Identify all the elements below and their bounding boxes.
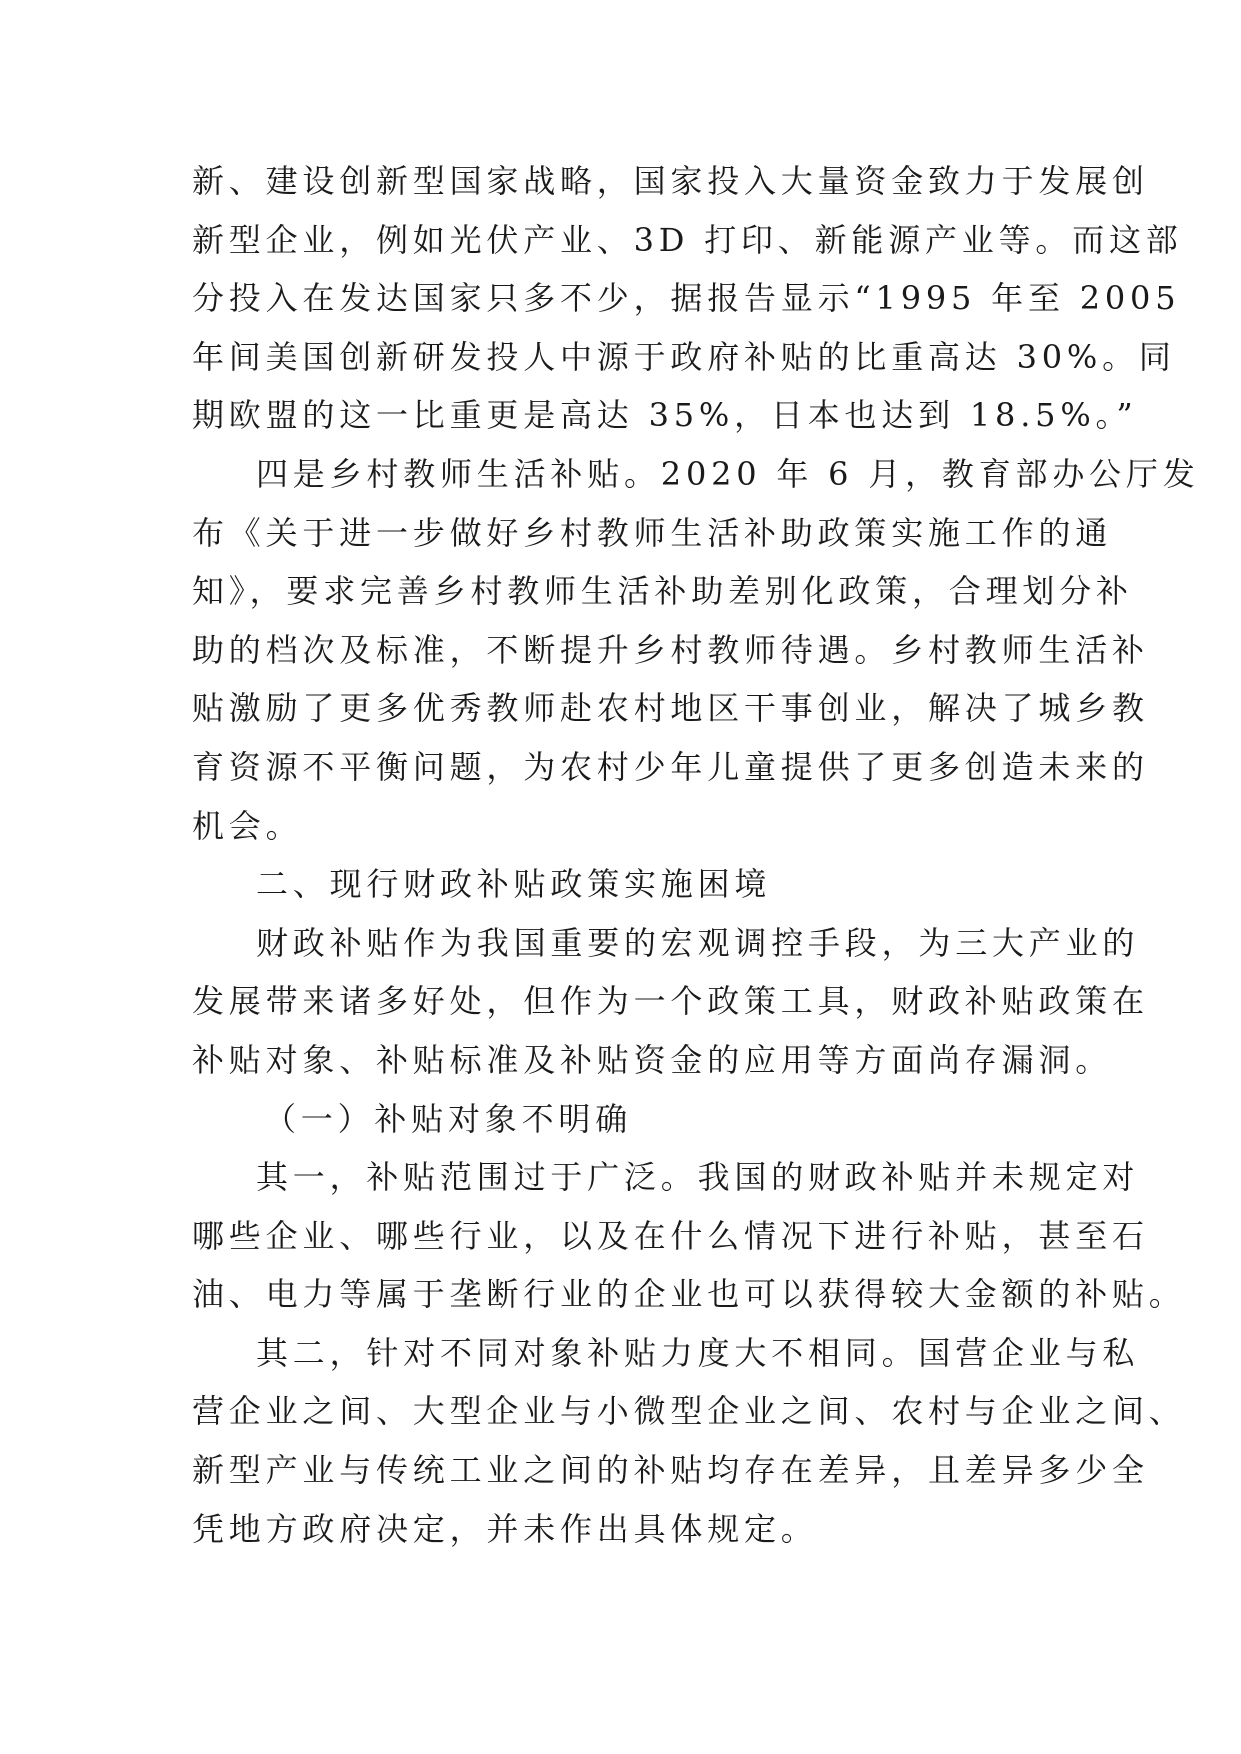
paragraph-line: 布《关于进一步做好乡村教师生活补助政策实施工作的通 xyxy=(192,513,1113,552)
paragraph-line: 哪些企业、哪些行业，以及在什么情况下进行补贴，甚至石 xyxy=(192,1216,1149,1255)
paragraph-line: 其一，补贴范围过于广泛。我国的财政补贴并未规定对 xyxy=(256,1158,1140,1197)
paragraph-line: 四是乡村教师生活补贴。2020 年 6 月，教育部办公厅发 xyxy=(256,454,1200,493)
paragraph-line: 期欧盟的这一比重更是高达 35%，日本也达到 18.5%。” xyxy=(192,396,1138,435)
paragraph-line: 知》，要求完善乡村教师生活补助差别化政策，合理划分补 xyxy=(192,572,1133,611)
paragraph-line: 补贴对象、补贴标准及补贴资金的应用等方面尚存漏洞。 xyxy=(192,1040,1113,1079)
paragraph-line: 贴激励了更多优秀教师赴农村地区干事创业，解决了城乡教 xyxy=(192,689,1149,728)
paragraph-line: 其二，针对不同对象补贴力度大不相同。国营企业与私 xyxy=(256,1333,1140,1372)
subsection-heading: （一）补贴对象不明确 xyxy=(264,1099,633,1138)
paragraph-line: 育资源不平衡问题，为农村少年儿童提供了更多创造未来的 xyxy=(192,747,1149,786)
paragraph-line: 助的档次及标准，不断提升乡村教师待遇。乡村教师生活补 xyxy=(192,630,1149,669)
paragraph-line: 分投入在发达国家只多不少，据报告显示“1995 年至 2005 xyxy=(192,279,1181,318)
document-page xyxy=(192,152,1200,1558)
paragraph-line: 营企业之间、大型企业与小微型企业之间、农村与企业之间、 xyxy=(192,1392,1186,1431)
paragraph-line: 凭地方政府决定，并未作出具体规定。 xyxy=(192,1509,818,1548)
paragraph-line: 机会。 xyxy=(192,806,303,845)
paragraph-line: 年间美国创新研发投人中源于政府补贴的比重高达 30%。同 xyxy=(192,337,1176,376)
paragraph-line: 新型产业与传统工业之间的补贴均存在差异，且差异多少全 xyxy=(192,1451,1149,1490)
paragraph-line: 新、建设创新型国家战略，国家投入大量资金致力于发展创 xyxy=(192,162,1149,200)
paragraph-line: 油、电力等属于垄断行业的企业也可以获得较大金额的补贴。 xyxy=(192,1275,1186,1314)
paragraph-line: 新型企业，例如光伏产业、3D 打印、新能源产业等。而这部 xyxy=(192,220,1183,259)
paragraph-line: 发展带来诸多好处，但作为一个政策工具，财政补贴政策在 xyxy=(192,982,1149,1021)
section-heading: 二、现行财政补贴政策实施困境 xyxy=(256,865,772,904)
paragraph-line: 财政补贴作为我国重要的宏观调控手段，为三大产业的 xyxy=(256,923,1140,962)
